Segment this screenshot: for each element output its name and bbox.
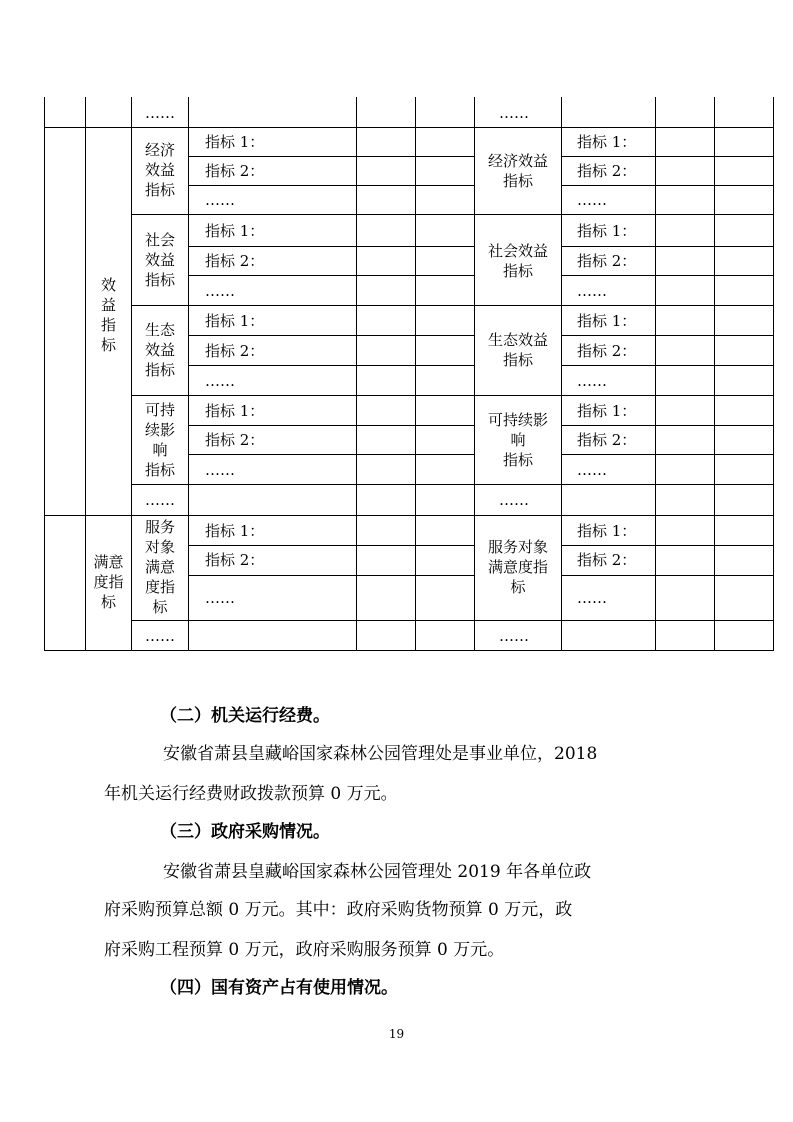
table-rule — [188, 545, 474, 546]
indicator-1-cell: 指标 1： — [205, 312, 265, 330]
paragraph-line: 安徽省萧县皇藏峪国家森林公园管理处是事业单位，2018 — [163, 744, 598, 764]
ellipsis-cell: …… — [205, 191, 235, 209]
service-satisfaction-label: 服务 对象 满意 度指 标 — [144, 518, 175, 616]
ellipsis-cell: …… — [577, 461, 607, 479]
table-rule — [415, 97, 416, 651]
ellipsis-cell: …… — [205, 461, 235, 479]
table-rule — [561, 575, 774, 576]
ellipsis-cell: …… — [205, 372, 235, 390]
table-rule — [188, 97, 189, 651]
indicator-1-cell: 指标 1： — [577, 522, 637, 540]
ellipsis-cell: …… — [145, 491, 175, 509]
table-rule — [561, 97, 562, 651]
table-rule — [714, 97, 715, 651]
ellipsis-cell: …… — [145, 627, 175, 645]
table-rule — [188, 425, 474, 426]
indicator-2-cell: 指标 2： — [577, 551, 637, 569]
section-heading: （二）机关运行经费。 — [160, 706, 330, 726]
table-rule — [773, 97, 774, 651]
sustainable-impact-label: 可持 续影 响 指标 — [144, 401, 175, 479]
indicator-2-cell: 指标 2： — [205, 162, 265, 180]
indicator-2-cell: 指标 2： — [577, 162, 637, 180]
ellipsis-cell: …… — [577, 372, 607, 390]
economic-benefit-label: 经济效益 指标 — [487, 152, 548, 190]
indicator-2-cell: 指标 2： — [205, 342, 265, 360]
section-heading: （四）国有资产占有使用情况。 — [160, 978, 398, 998]
table-rule — [561, 545, 774, 546]
indicator-1-cell: 指标 1： — [577, 312, 637, 330]
table-rule — [188, 156, 474, 157]
table-rule — [131, 305, 774, 306]
table-rule — [561, 454, 774, 455]
table-rule — [131, 395, 774, 396]
ellipsis-cell: …… — [205, 282, 235, 300]
indicator-2-cell: 指标 2： — [205, 551, 265, 569]
ellipsis-cell: …… — [499, 104, 529, 122]
table-rule — [188, 246, 474, 247]
indicator-2-cell: 指标 2： — [577, 431, 637, 449]
indicator-2-cell: 指标 2： — [577, 252, 637, 270]
service-satisfaction-label: 服务对象 满意度指 标 — [487, 538, 548, 596]
table-rule — [356, 97, 357, 651]
social-benefit-label: 社会效益 指标 — [487, 242, 548, 280]
table-rule — [44, 515, 774, 516]
table-rule — [131, 620, 774, 621]
paragraph-line: 府采购工程预算 0 万元，政府采购服务预算 0 万元。 — [104, 940, 505, 960]
paragraph-line: 安徽省萧县皇藏峪国家森林公园管理处 2019 年各单位政 — [163, 862, 592, 882]
table-rule — [561, 246, 774, 247]
indicator-1-cell: 指标 1： — [205, 133, 265, 151]
economic-benefit-label: 经济 效益 指标 — [144, 141, 175, 199]
page-number: 19 — [388, 1027, 405, 1041]
ecological-benefit-label: 生态 效益 指标 — [144, 321, 175, 379]
table-rule — [561, 185, 774, 186]
table-rule — [561, 335, 774, 336]
table-rule — [131, 214, 774, 215]
table-rule — [561, 275, 774, 276]
ellipsis-cell: …… — [577, 282, 607, 300]
indicator-1-cell: 指标 1： — [577, 402, 637, 420]
paragraph-line: 府采购预算总额 0 万元。其中：政府采购货物预算 0 万元，政 — [104, 900, 573, 920]
table-rule — [188, 185, 474, 186]
table-rule — [561, 425, 774, 426]
ellipsis-cell: …… — [577, 589, 607, 607]
ellipsis-cell: …… — [577, 191, 607, 209]
table-rule — [561, 365, 774, 366]
indicator-1-cell: 指标 1： — [205, 522, 265, 540]
indicator-2-cell: 指标 2： — [577, 342, 637, 360]
table-rule — [655, 97, 656, 651]
indicator-1-cell: 指标 1： — [577, 133, 637, 151]
table-rule — [188, 365, 474, 366]
ellipsis-cell: …… — [205, 589, 235, 607]
satisfaction-indicators-label: 满意 度指 标 — [93, 553, 124, 611]
benefit-indicators-label: 效 益 指 标 — [100, 276, 116, 354]
table-rule — [561, 156, 774, 157]
table-rule — [188, 335, 474, 336]
ellipsis-cell: …… — [499, 627, 529, 645]
table-rule — [188, 575, 474, 576]
table-rule — [44, 127, 774, 128]
indicator-1-cell: 指标 1： — [205, 402, 265, 420]
table-rule — [44, 97, 45, 651]
indicator-2-cell: 指标 2： — [205, 431, 265, 449]
ellipsis-cell: …… — [145, 104, 175, 122]
indicator-2-cell: 指标 2： — [205, 252, 265, 270]
table-rule — [44, 650, 774, 651]
table-rule — [188, 454, 474, 455]
indicator-1-cell: 指标 1： — [205, 222, 265, 240]
ecological-benefit-label: 生态效益 指标 — [487, 331, 548, 369]
sustainable-impact-label: 可持续影 响 指标 — [487, 411, 548, 469]
table-rule — [188, 275, 474, 276]
table-rule — [131, 484, 774, 485]
social-benefit-label: 社会 效益 指标 — [144, 231, 175, 289]
paragraph-line: 年机关运行经费财政拨款预算 0 万元。 — [104, 784, 398, 804]
section-heading: （三）政府采购情况。 — [160, 822, 330, 842]
indicator-1-cell: 指标 1： — [577, 222, 637, 240]
ellipsis-cell: …… — [499, 491, 529, 509]
